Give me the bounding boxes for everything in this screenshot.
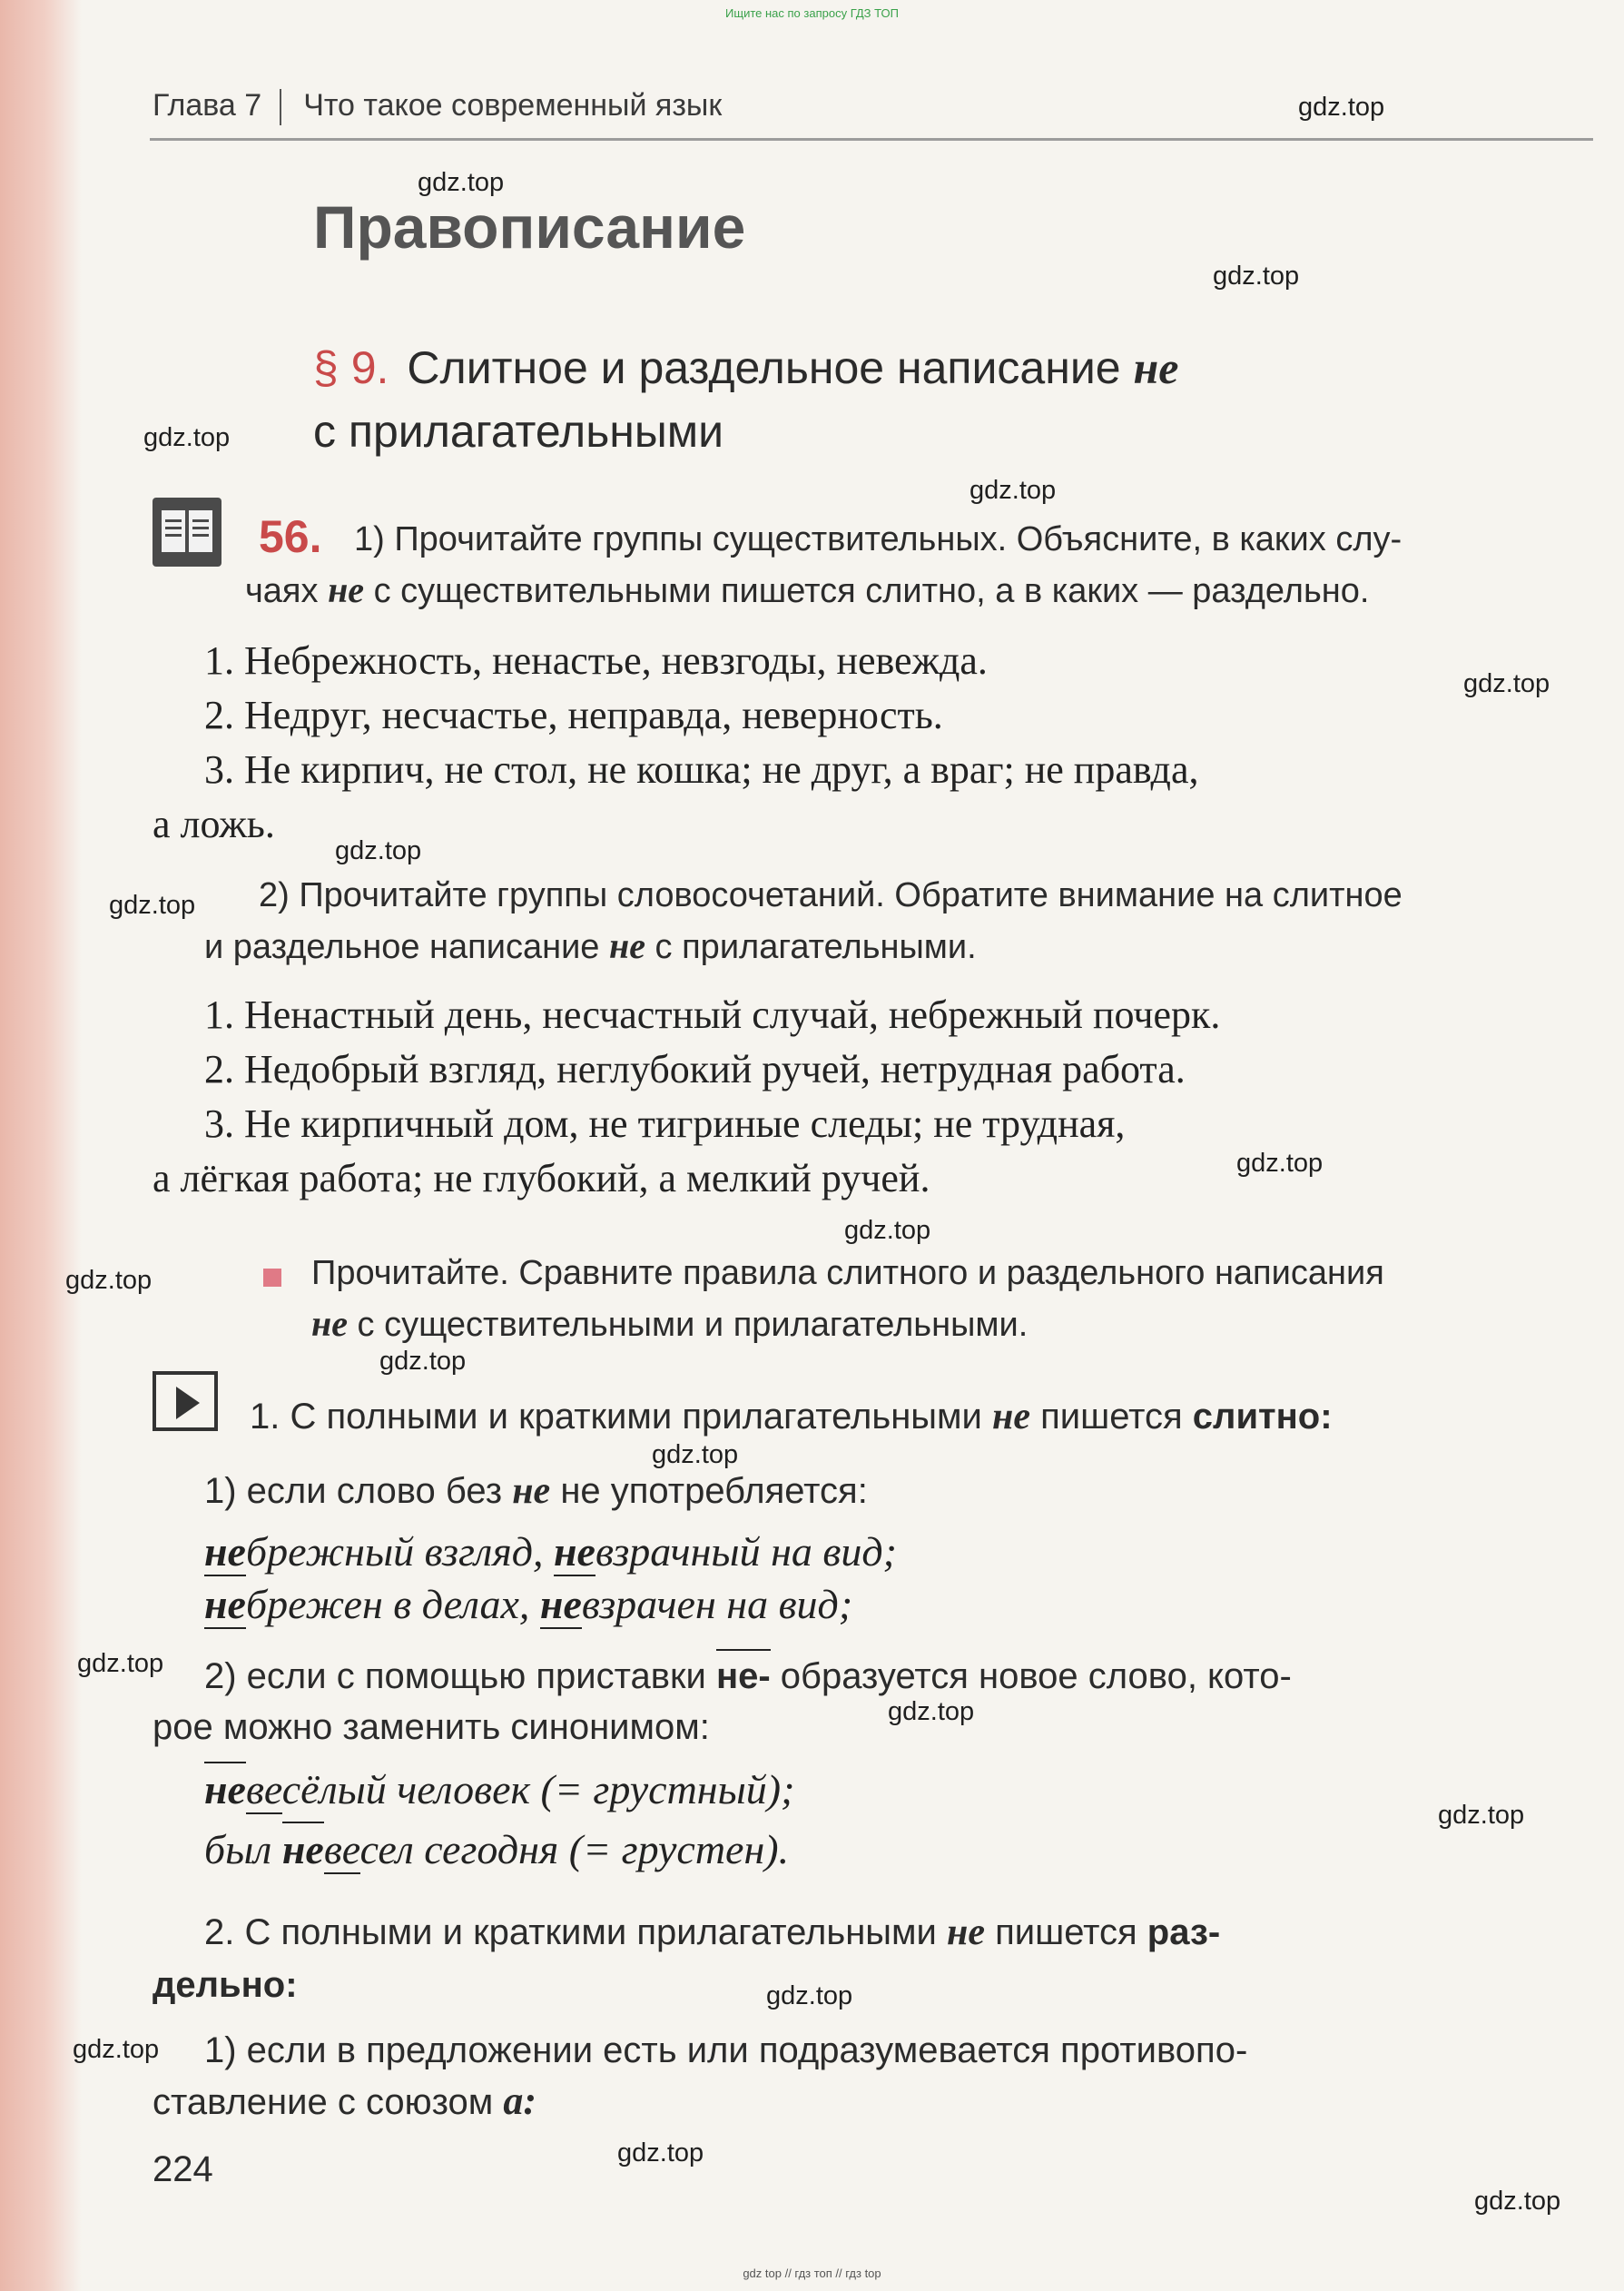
paragraph-number: § 9. (313, 342, 389, 393)
rule2-case1-line1: 1) если в предложении есть или подразумевается противопо- (204, 2030, 1248, 2070)
rule2-heading-line1 (204, 1907, 1593, 1958)
rule1-case2-b: образуется новое слово, кото- (780, 1656, 1292, 1696)
watermark: gdz.top (969, 476, 1057, 505)
watermark: gdz.top (1438, 1801, 1525, 1830)
paragraph-title-2: с прилагательными (313, 406, 724, 457)
rule1-example3 (204, 1763, 794, 1816)
watermark: gdz.top (1298, 93, 1385, 122)
watermark: gdz.top (766, 1981, 853, 2010)
task1-text-b1: чаях (245, 572, 319, 610)
group1-item2: 2. Недруг, несчастье, неправда, неверность. (204, 693, 943, 737)
rule2-heading-line2: дельно: (153, 1965, 298, 2005)
rule2-case1-b: ставление с союзом (153, 2082, 494, 2122)
exercise-number: 56. (259, 511, 322, 562)
watermark: gdz.top (379, 1347, 467, 1376)
task1-num: 1) (354, 520, 385, 558)
rule2-case1-line2 (153, 2076, 536, 2128)
root-underline: ве (245, 1766, 282, 1812)
task2-line2 (204, 921, 977, 973)
example-word: взрачен на вид; (581, 1581, 853, 1627)
task2-text-a: Прочитайте группы словосочетаний. Обратите внимание на слитное (299, 876, 1403, 914)
rule1-case2-line2: рое можно заменить синонимом: (153, 1707, 710, 1747)
compare-line2 (311, 1299, 1028, 1350)
watermark: gdz.top (65, 1266, 153, 1295)
rule2-case1-c: а: (503, 2079, 537, 2123)
example-word: был (204, 1826, 272, 1872)
watermark: gdz.top (143, 423, 231, 452)
example-word: сёлый человек (= грустный); (281, 1766, 795, 1812)
watermark: gdz.top (109, 891, 196, 920)
watermark: gdz.top (1463, 669, 1550, 698)
task1-line1 (354, 514, 1402, 565)
rule1-case1-b: не употребляется: (560, 1471, 868, 1511)
group2-item1: 1. Ненастный день, несчастный случай, небрежный почерк. (204, 992, 1221, 1037)
rule1-case2-ne: не- (716, 1651, 771, 1702)
example-word: брежен в делах, (245, 1581, 530, 1627)
page-margin-strip (0, 0, 82, 2291)
top-watermark: Ищите нас по запросу ГДЗ ТОП (725, 6, 899, 20)
task2-line1 (259, 870, 1403, 921)
rule1-case1-ne: не (512, 1470, 551, 1512)
compare-ne: не (311, 1303, 348, 1344)
group2-item3: 3. Не кирпичный дом, не тигриные следы; не трудная, (204, 1101, 1126, 1146)
header-rule (150, 138, 1593, 141)
watermark: gdz.top (1213, 262, 1300, 291)
header-separator (280, 89, 281, 125)
group1-item3-cont: а ложь. (153, 802, 275, 846)
group1-item1: 1. Небрежность, ненастье, невзгоды, невежда. (204, 638, 988, 683)
rule2-ne: не (947, 1911, 985, 1953)
rule2-text-c: раз- (1147, 1912, 1221, 1952)
page-number: 224 (153, 2149, 213, 2189)
prefix-ne: не (204, 1528, 246, 1575)
prefix-ne: не (282, 1823, 324, 1876)
bottom-watermark: gdz top // гдз топ // гдз top (743, 2266, 881, 2280)
rule1-text-c: слитно: (1192, 1397, 1333, 1437)
watermark: gdz.top (77, 1649, 164, 1678)
example-word: брежный взгляд, (245, 1528, 544, 1575)
compare-text-b: с существительными и прилагательными. (357, 1306, 1029, 1344)
rule1-heading (250, 1391, 1333, 1442)
watermark: gdz.top (73, 2035, 160, 2064)
paragraph-title (313, 338, 1178, 461)
chapter-label: Глава 7 (153, 88, 262, 123)
rule-play-icon (153, 1371, 218, 1431)
book-icon (153, 498, 221, 567)
rule2-text-b: пишется (995, 1912, 1137, 1952)
watermark: gdz.top (1236, 1149, 1324, 1178)
rule2-text-a: 2. С полными и краткими прилагательными (204, 1912, 937, 1952)
group1-item3: 3. Не кирпич, не стол, не кошка; не друг, а враг; не правда, (204, 747, 1199, 792)
task1-line2 (245, 565, 1369, 617)
paragraph-title-1: Слитное и раздельное написание (407, 342, 1121, 393)
rule1-case2-line1 (204, 1651, 1593, 1702)
watermark: gdz.top (652, 1440, 739, 1469)
group2-item3-cont: а лёгкая работа; не глубокий, а мелкий ручей. (153, 1156, 930, 1200)
watermark: gdz.top (1474, 2187, 1561, 2216)
watermark: gdz.top (335, 836, 422, 865)
watermark: gdz.top (888, 1697, 975, 1726)
rule1-example4 (204, 1823, 789, 1876)
task2-ne: не (609, 925, 645, 966)
rule1-case2-a: 2) если с помощью приставки (204, 1656, 706, 1696)
rule1-text-b: пишется (1040, 1397, 1183, 1437)
rule1-example2 (204, 1578, 852, 1631)
rule1-text-a: 1. С полными и краткими прилагательными (250, 1397, 982, 1437)
watermark: gdz.top (617, 2138, 704, 2168)
watermark: gdz.top (418, 168, 505, 197)
prefix-ne: не (204, 1763, 246, 1816)
rule1-example1 (204, 1526, 897, 1578)
watermark: gdz.top (844, 1216, 931, 1245)
rule1-case1-a: 1) если слово без (204, 1471, 503, 1511)
example-word: взрачный на вид; (595, 1528, 897, 1575)
task2-text-b2: с прилагательными. (655, 928, 977, 966)
example-word: сел сегодня (= грустен). (359, 1826, 790, 1872)
paragraph-title-ne: не (1133, 342, 1179, 393)
task2-text-b1: и раздельное написание (204, 928, 600, 966)
task1-text-a: Прочитайте группы существительных. Объясните, в каких слу- (394, 520, 1403, 558)
rule1-ne: не (992, 1396, 1030, 1437)
root-underline: ве (323, 1826, 360, 1872)
compare-line1: Прочитайте. Сравните правила слитного и раздельного написания (311, 1254, 1384, 1292)
task1-text-b2: с существительными пишется слитно, а в каких — раздельно. (373, 572, 1370, 610)
section-title: Правописание (313, 193, 746, 261)
prefix-ne: не (554, 1528, 595, 1575)
task2-num: 2) (259, 876, 290, 914)
chapter-title: Что такое современный язык (303, 88, 723, 123)
prefix-ne: не (539, 1581, 582, 1627)
bullet-square (263, 1269, 281, 1287)
rule1-case1 (204, 1466, 868, 1516)
running-head (153, 88, 722, 125)
task1-ne: не (328, 569, 365, 610)
group2-item2: 2. Недобрый взгляд, неглубокий ручей, нетрудная работа. (204, 1047, 1186, 1091)
prefix-ne: не (204, 1581, 246, 1627)
